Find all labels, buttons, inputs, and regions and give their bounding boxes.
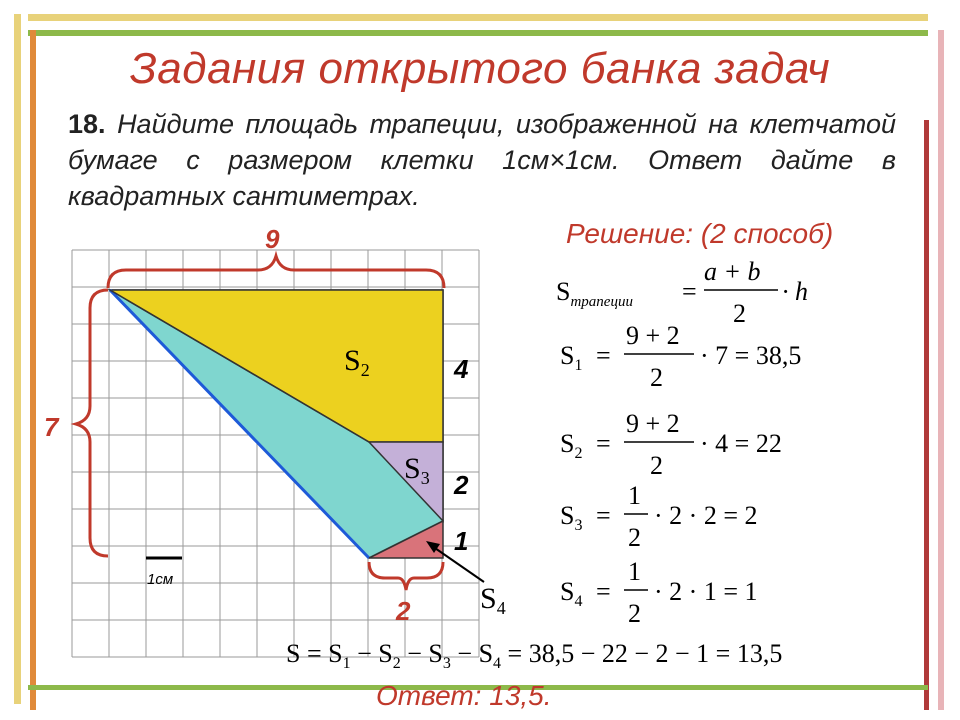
svg-text:· 4 = 22: · 4 = 22 (700, 429, 782, 458)
svg-text:2: 2 (650, 451, 663, 480)
svg-text:2: 2 (628, 599, 641, 628)
label-s3: $S_3$ (404, 452, 430, 488)
dim-right-mid: 2 (454, 470, 469, 500)
label-s2: $S_2$ (344, 344, 370, 380)
svg-text:S1: $S_1$ (560, 341, 583, 374)
svg-text:S4: $S_4$ (560, 577, 583, 610)
brace-bottom (369, 562, 443, 590)
svg-text:· 2 · 1 = 1: · 2 · 1 = 1 (654, 577, 758, 606)
svg-text:S = S1 − S2: S = $S_1$ − $S_2$ − $S_3$ − $S_4$ = 38,5 − 22 − 2 − 1 = 13,5 (286, 639, 783, 672)
svg-text:2: 2 (628, 523, 641, 552)
svg-text:S2: $S_2$ (560, 429, 583, 462)
answer: Ответ: 13,5. (376, 680, 552, 711)
svg-text:a + b: a + b (704, 257, 761, 286)
svg-text:· 7 = 38,5: · 7 = 38,5 (700, 341, 802, 370)
dim-bottom: 2 (396, 596, 411, 626)
svg-text:1: 1 (628, 557, 641, 586)
formula-s3 (560, 481, 757, 552)
brace-left (76, 290, 108, 556)
problem-text: Найдите площадь трапеции, изображенной на клетчатой бумаге с размером клетки 1см×1см. Ответ дайте в квадратных сантиметрах. (68, 109, 896, 211)
formula-s4 (560, 557, 757, 628)
dim-right-top: 4 (454, 354, 469, 384)
svg-text:9 + 2: 9 + 2 (626, 321, 680, 350)
svg-text:2: 2 (733, 299, 746, 328)
page-title: Задания открытого банка задач (129, 44, 831, 93)
svg-text:S3: $S_3$ (560, 501, 583, 534)
svg-text:=: = (596, 341, 611, 370)
formula-s1 (560, 321, 801, 392)
formula-total (286, 639, 782, 672)
svg-text:=: = (596, 501, 611, 530)
dim-left: 7 (44, 412, 59, 442)
svg-text:· 2 · 2 = 2: · 2 · 2 = 2 (654, 501, 758, 530)
solution-heading: Решение: (2 способ) (566, 218, 834, 249)
svg-text:=: = (682, 277, 697, 306)
svg-text:· h: · h (782, 277, 808, 306)
brace-top (108, 256, 444, 288)
formula-s2 (560, 409, 782, 480)
svg-text:Sтрапеции: $S_{трапеции}$ (556, 277, 633, 310)
svg-text:=: = (596, 429, 611, 458)
problem-number: 18. (68, 109, 106, 139)
scale-label: 1см (147, 571, 174, 588)
svg-text:=: = (596, 577, 611, 606)
svg-text:1: 1 (628, 481, 641, 510)
label-s4: $S_4$ (480, 582, 506, 618)
svg-text:2: 2 (650, 363, 663, 392)
svg-text:9 + 2: 9 + 2 (626, 409, 680, 438)
formula-general (556, 257, 808, 328)
dim-right-bot: 1 (454, 526, 469, 556)
dim-top: 9 (265, 224, 280, 254)
